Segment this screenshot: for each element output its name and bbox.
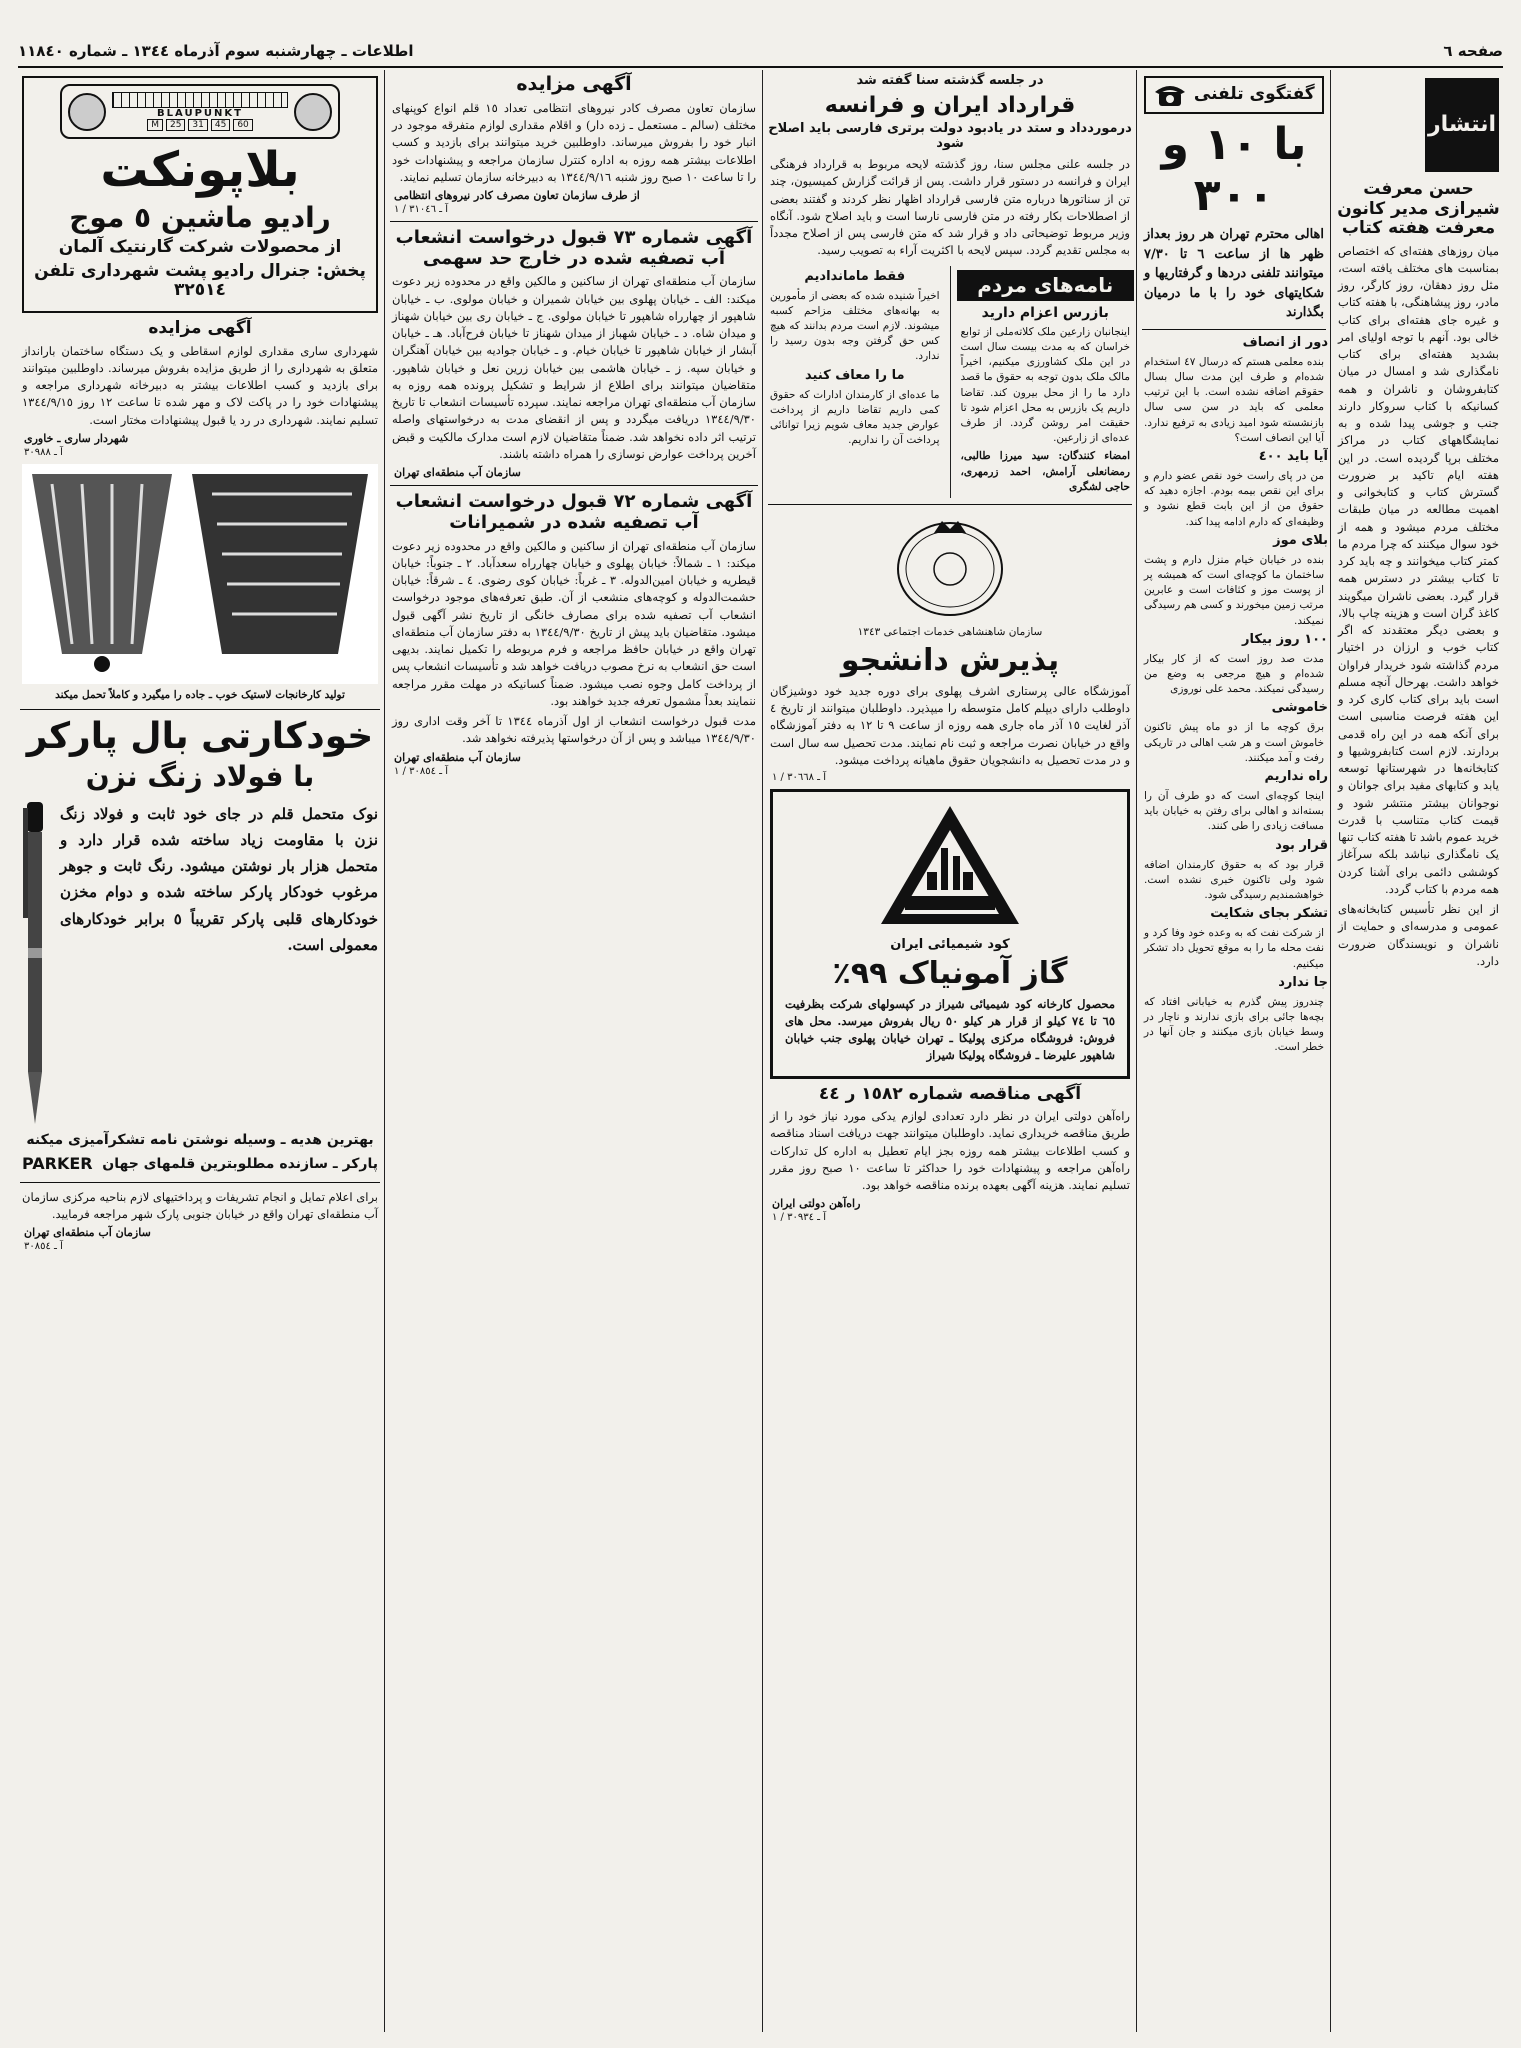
pen-image — [18, 798, 52, 1128]
admission-head: پذیرش دانشجو — [840, 643, 1060, 679]
notice2-body: ما عده‌ای از کارمندان ادارات که حقوق کمی داریم تقاضا داریم از پرداخت عوارض جدید معاف شویم زیرا توانائی پرداخت آن را نداریم. — [770, 388, 940, 447]
radio-line1: از محصولات شرکت گارنتیک آلمان — [58, 237, 342, 258]
phone-item-head: جا ندارد — [1278, 974, 1328, 990]
phone-item-text: بنده معلمی هستم که درسال ٤٧ استخدام شده‌ام و طرف این مدت سال بسال حقوقم اضافه نشده است. با این ترتیب معلمی که باید در سن سی سال بازنشسته شود امید زیادی به ترفیع ندارد. آیا این انصاف است؟ — [1144, 355, 1324, 444]
column-senate — [766, 70, 1134, 2032]
phone-item-head: آیا باید ٤٠٠ — [1258, 448, 1328, 464]
water2-head: آگهی شماره ٧٢ قبول درخواست انشعاب آب تصفیه شده در شمیرانات — [395, 491, 753, 533]
tire-tread-image — [22, 464, 378, 684]
phone-lead: اهالی محترم تهران هر روز بعداز ظهر ها از ساعت ٦ تا ٧/٣٠ میتوانند تلفنی دردها و گرفتاریها و شکایتهای خود را با ما درمیان بگذارند — [1144, 227, 1324, 321]
senate-top-head: در جلسه گذشته سنا گفته شد — [856, 73, 1044, 88]
sari-auction-body: شهرداری ساری مقداری لوازم اسقاطی و یک دستگاه ساختمان بارانداز متعلق به شهرداری را از طریق مزایده بفروش میرساند. داوطلبین میتوانند برای بازدید و کسب اطلاعات بیشتر به دبیرخانه شهرداری مراجعه و پیشنهادات خود را در پاکت لاک و مهر شده تا ساعت ١٢ روز ١٣٤٤/٩/١٥ تسلیم نمایند. شهرداری در رد یا قبول پیشنهادات مختار است. — [22, 343, 378, 427]
column-divider — [1330, 70, 1331, 2032]
letters-signers: امضاء کنندگان: سید میرزا طالبی، رمضانعلی آرامش، احمد زرمهری، حاجی لشگری — [960, 450, 1130, 493]
pen-gift: بهترین هدیه ـ وسیله نوشتن نامه تشکرآمیزی میکنه — [26, 1131, 374, 1148]
water2-body: سازمان آب منطقه‌ای تهران از ساکنین و مالکین واقع در محدوده زیر دعوت میکند: ١ ـ شمالاً: خیابان پهلوی و خیابان چهارراه سعدآباد. ٢ ـ جنوباً: خیابان قیطریه و خیابان امین‌الدوله. ٣ ـ غرباً: خیابان کوی رضوی. ٤ ـ شرقاً: خیابان حشمت‌الدوله و کوچه‌های منشعب از آن. طبق تعرفه‌های موجود درخواست انشعاب آب تصفیه شده برای مصارف خانگی از تاریخ نشر آگهی قبول میشود. متقاضیان باید پیش از تاریخ ١٣٤٤/٩/٣٠ به دفتر سازمان آب منطقه‌ای تهران واقع در خیابان حافظ مراجعه و فرم مربوطه را تکمیل نمایند. بدیهی است حق انشعاب به نرخ مصوب دریافت خواهد شد و تأسیسات انشعاب پس از پرداخت کامل وجوه نصب میشود. ضمناً کسانیکه در مهلت مقرر مراجعه ننمایند بعداً مشمول تعرفه جدید خواهند بود. — [392, 538, 756, 708]
tender-sig: راه‌آهن دولتی ایران — [772, 1197, 861, 1211]
phone-item-head: تشکر بجای شکایت — [1210, 906, 1328, 922]
column-book-week — [1334, 70, 1503, 2032]
tire-ad — [22, 464, 378, 703]
ad-product: گاز آمونیاک ٩٩٪ — [832, 956, 1068, 992]
pen-brand-fa: پارکر ـ سازنده مطلوبترین قلمهای جهان — [102, 1155, 378, 1172]
divider — [390, 485, 758, 486]
senate-subhead: درموردداد و ستد در یادبود دولت برتری فارسی باید اصلاح شود — [768, 121, 1132, 152]
banner-text: گفتگوی تلفنی — [1193, 84, 1315, 105]
radio-dial-button: 31 — [188, 119, 207, 131]
column-divider — [384, 70, 385, 2032]
notice2-head: ما را معاف کنید — [805, 367, 905, 383]
phone-item-text: از شرکت نفت که به وعده خود وفا کرد و نفت محله ما را به موقع تحویل داد تشکر میکنیم. — [1144, 927, 1324, 970]
parker-ad — [18, 716, 382, 1176]
notice1-body: اخیراً شنیده شده که بعضی از مأمورین به بهانه‌های مختلف مزاحم کسبه میشوند. لازم است مردم بدانند که هیچ کس حق گرفتن وجه بدون رسید را ندارد. — [770, 289, 940, 363]
divider — [20, 1182, 380, 1183]
radio-dial-button: 25 — [166, 119, 185, 131]
radio-dial-button: 45 — [211, 119, 230, 131]
phone-item-text: مدت صد روز است که از کار بیکار شده‌ام و هیچ مرجعی به وضع من رسیدگی نمیکند. محمد علی نوروزی — [1144, 652, 1324, 696]
admission-body: آموزشگاه عالی پرستاری اشرف پهلوی برای دوره جدید خود دوشیزگان داوطلب دارای دیپلم کامل متوسطه را میپذیرد. داوطلبان میتوانند از تاریخ ٤ آذر لغایت ١٥ آذر ماه جاری همه روزه از ساعت ٩ تا ١٢ به دفتر آموزشگاه واقع در خیابان نصرت مراجعه و ثبت نام نمایند. مدت تحصیل سه سال است و در مدت تحصیل به دانشجویان حقوق ماهیانه پرداخت میشود. — [770, 683, 1131, 767]
ad-body: محصول کارخانه کود شیمیائی شیراز در کپسولهای شرکت بظرفیت ٦٥ تا ٧٤ کیلو از قرار هر کیلو ٥٠ ریال بفروش میرسد. محل های فروش: فروشگاه مرکزی پولیکا ـ تهران خیابان پهلوی جنب خیابان شاهپور علیرضا ـ فروشگاه پولیکا شیراز — [785, 996, 1115, 1063]
phone-item-text: برق کوچه ما از دو ماه پیش تاکنون خاموش است و هر شب اهالی در تاریکی رفت و آمد میکنند. — [1144, 721, 1324, 764]
radio-dial-buttons — [112, 119, 288, 131]
phone-item-text: من در پای راست خود نقص عضو دارم و برای این نقص بیمه بودم. اجازه دهید که حقوق من از این بابت قطع نشود و وظیفه‌ای که دارم ادامه پیدا کند. — [1144, 469, 1324, 528]
masthead-rule — [18, 66, 1503, 68]
sari-auction-sig: شهردار ساری ـ خاوری — [24, 431, 129, 445]
radio-knob — [68, 93, 106, 131]
senate-body: در جلسه علنی مجلس سنا، روز گذشته لایحه مربوط به قرارداد فرهنگی ایران و فرانسه در دستور قرار داشت. پس از قرائت گزارش کمیسیون، چند تن از سناتورها درباره متن فارسی قرارداد اظهار نظر کردند و گفتند بعضی از اصطلاحات بکار رفته در متن فارسی نارسا است و باید اصلاح شود. آنگاه وزیر مربوط توضیحاتی داد و قرار شد که متن فارسی پس از اصلاح مجدداً به مجلس تقدیم گردد. سپس لایحه با اکثریت آراء به تصویب رسید. — [770, 157, 1130, 258]
sari-auction-code: آ ـ ٣٠٩٨٨ — [24, 446, 63, 458]
phone-banner — [1144, 76, 1324, 114]
letters-head: بازرس اعزام دارید — [981, 304, 1109, 321]
column-divider — [1136, 70, 1137, 2032]
radio-dial-button: 60 — [233, 119, 252, 131]
ad-company: کود شیمیائی ایران — [890, 937, 1010, 953]
pen-headline: خودکارتی بال پارکر — [26, 716, 374, 758]
water2-sig: سازمان آب منطقه‌ای تهران — [394, 750, 521, 764]
water-notice: برای اعلام تمایل و انجام تشریفات و پرداختیهای لازم بناحیه مرکزی سازمان آب منطقه‌ای تهران واقع در خیابان جنوبی پارک شهر مراجعه فرمایید. — [22, 1189, 378, 1222]
water2-code: آ ـ ٣٠٨٥٤ / ١ — [394, 765, 449, 777]
radio-ad — [22, 76, 378, 313]
divider — [768, 504, 1132, 505]
phone-item-head: دور از انصاف — [1242, 334, 1328, 350]
radio-brand: BLAUPUNKT — [157, 108, 243, 119]
tire-caption: تولید کارخانجات لاستیک خوب ـ جاده را میگیرد و کاملاً تحمل میکند — [55, 688, 345, 701]
phone-item-text: بنده در خیابان خیام منزل دارم و پشت ساختمان ما کوچه‌ای است که همیشه پر از پوست موز و کثافات است و عابرین مرتب زمین میخورند و کسی هم رسیدگی نمیکند. — [1144, 553, 1324, 627]
phone-item-head: راه نداریم — [1264, 768, 1328, 784]
auction-body: سازمان تعاون مصرف کادر نیروهای انتظامی تعداد ١٥ قلم انواع کوپنهای مختلف (سالم ـ مستعمل ـ زده دار) و اقلام مقداری لوازم متفرقه موجود در انبار خود را بفروش میرساند. داوطلبین خرید میتوانند برای بازدید و کسب اطلاعات بیشتر همه روزه به اداره کنترل سازمان مراجعه و پیشنهادات خود را تا ساعت ١٠ صبح روز شنبه ١٣٤٤/٩/١٦ به دبیرخانه سازمان تسلیم نمایند. — [392, 100, 757, 184]
water1-sig: سازمان آب منطقه‌ای تهران — [394, 466, 521, 480]
seal-text: سازمان شاهنشاهی خدمات اجتماعی ١٣٤٣ — [857, 626, 1043, 639]
water-notice-sig: سازمان آب منطقه‌ای تهران — [24, 1226, 151, 1240]
radio-knob — [294, 93, 332, 131]
radio-scale — [112, 92, 288, 108]
pen-text: نوک متحمل قلم در جای خود ثابت و فولاد زنگ نزن با مقاومت زیاد ساخته شده قرار دارد و متحمل هزار بار نوشتن میشود. رنگ ثابت و جوهر مرغوب خودکار پارکر ساخته شده و دوام مخزن خودکارهای قلبی پارکر تقریباً ٥ برابر خودکارهای معمولی است. — [60, 804, 378, 954]
divider — [1142, 329, 1326, 330]
social-services-seal — [890, 511, 1010, 621]
article-title: حسن معرفت شیرازی مدیر کانون معرفت هفته کتاب — [1337, 179, 1500, 239]
auction-code: آ ـ ٣١٠٤٦ / ١ — [394, 204, 449, 216]
tender-body: راه‌آهن دولتی ایران در نظر دارد تعدادی لوازم یدکی مورد نیاز خود را از طریق مناقصه خریداری نماید. داوطلبان میتوانند جهت دریافت اسناد مناقصه و کسب اطلاعات بیشتر همه روزه بجز ایام تعطیل به اداره کل تدارکات راه‌آهن مراجعه و پیشنهادات خود را حداکثر تا ساعت ١٠ صبح روز مقرر تسلیم نمایند. هزینه آگهی بعهده برنده مناقصه خواهد بود. — [770, 1109, 1130, 1193]
masthead — [18, 38, 1503, 64]
radio-image — [60, 84, 340, 139]
tender-head: آگهی مناقصه شماره ١٥٨٢ ر ٤٤ — [818, 1083, 1082, 1104]
letters-banner: نامه‌های مردم — [957, 270, 1135, 301]
letters-body: اینجانبان زارعین ملک کلاته‌ملی از توابع خراسان که به مدت بیست سال است در این ملک کشاورزی میکنیم، اخیراً مالک ملک بدون توجه به حقوق ما قصد دارد ما را از محل بیرون کند. تقاضا داریم یک بازرس به محل اعزام شود تا حقیقت امر روشن گردد. از طرف عده‌ای از زارعین. — [960, 325, 1130, 445]
phone-item-head: ١٠٠ روز بیکار — [1241, 631, 1328, 647]
phone-item-head: قرار بود — [1275, 837, 1328, 853]
phone-items — [1140, 336, 1328, 1056]
auction-head: آگهی مزایده — [516, 73, 632, 95]
pen-brand-en: PARKER — [22, 1154, 93, 1174]
notice1-head: فقط ماماندادیم — [804, 268, 906, 284]
issue-line: اطلاعات ـ چهارشنبه سوم آذرماه ١٣٤٤ ـ شماره ١١٨٤٠ — [18, 42, 414, 60]
page-label: صفحه ٦ — [1443, 42, 1503, 60]
telephone-icon — [1153, 82, 1187, 108]
water1-body: سازمان آب منطقه‌ای تهران از ساکنین و مالکین واقع در محدوده زیر دعوت میکند: الف ـ خیابان پهلوی بین خیابان شمیران و خیابان مولوی. ب ـ خیابان شاهپور از چهارراه شاهپور تا خیابان مولوی. ج ـ خیابان ری بین خیابان شهناز و میدان شاه. د ـ خیابان شهباز از میدان شهناز تا خیابان فرح‌آباد. هـ ـ خیابان آبشار از خیابان شاهپور تا خیابان خیام. و ـ خیابان جوادیه بین خیابان آهنگران و خیابان سپه. ز ـ خیابان هاشمی بین خیابان زرین نعل و خیابان شاهپور. متقاضیان میتوانند برای اطلاع از شرایط و تشکیل پرونده همه روزه به سازمان آب منطقه‌ای تهران مراجعه نمایند. سپرده تأسیسات انشعاب تا تاریخ ١٣٤٤/٩/٣٠ دریافت میگردد و پس از انقضای مدت به درخواستهای واصله ترتیب اثر داده نخواهد شد. ضمناً متقاضیان لازم است مدارک مالکیت و قبض آخرین پرداخت عوارض نوسازی را همراه داشته باشند. — [392, 274, 756, 461]
tender-code: آ ـ ٣٠٩٣٤ / ١ — [772, 1212, 827, 1224]
radio-sub: رادیو ماشین ٥ موج — [69, 201, 331, 235]
pen-sub: با فولاد زنگ نزن — [85, 760, 315, 794]
column-ads — [18, 70, 382, 2032]
divider — [20, 709, 380, 710]
phone-item-text: قرار بود که به حقوق کارمندان اضافه شود ولی تاکنون خبری نشده است. خواهشمندیم رسیدگی شود. — [1144, 858, 1324, 901]
radio-headline: بلاپونکت — [100, 142, 300, 198]
phone-headline: با ١٠ و ٣٠٠ — [1161, 119, 1307, 221]
radio-dial-button: M — [147, 119, 163, 131]
senate-headline: قرارداد ایران و فرانسه — [824, 92, 1076, 118]
admission-code: آ ـ ٣٠٦٦٨ / ١ — [772, 772, 827, 784]
phone-item-text: چندروز پیش گذرم به خیابانی افتاد که بچه‌ها جائی برای بازی ندارند و ناچار در وسط خیابان بازی میکنند و جان آنها در خطر است. — [1144, 995, 1324, 1054]
column-phone-talk — [1140, 70, 1328, 2032]
phone-item-head: بلای موز — [1273, 532, 1328, 548]
fertilizer-ad — [770, 789, 1130, 1078]
sari-auction-head: آگهی مزایده — [148, 318, 252, 339]
factory-triangle-logo — [875, 800, 1025, 930]
water1-head: آگهی شماره ٧٣ قبول درخواست انشعاب آب تصفیه شده در خارج حد سهمی — [395, 227, 753, 269]
radio-line2: پخش: جنرال رادیو پشت شهرداری تلفن ٣٢٥١٤ — [34, 260, 366, 301]
column-notices — [388, 70, 760, 2032]
water2-closing: مدت قبول درخواست انشعاب از اول آذرماه ١٣٤٤ تا آخر وقت اداری روز ١٣٤٤/٩/٣٠ میباشد و پس از آن درخواستها پذیرفته نخواهد شد. — [392, 714, 757, 746]
intishar-logo: انتشار — [1425, 78, 1499, 172]
water-notice-code: آ ـ ٣٠٨٥٤ — [24, 1241, 63, 1253]
article-body: میان روزهای هفته‌ای که اختصاص بمناسبت های مختلف یافته است، مثل روز دهقان، روز کارگر، روز مادر، روز پیشاهنگی، با هفته کتاب و غیره جای هفته‌ای برای کتاب خالی بود. آنهم با توجه اولیای امر بشدید هفته‌ای برای کتاب نامگذاری شد و امسال در میان کتابفروشان و ناشران و همه کسانیکه با کتاب سروکار دارند جنب و جوشی پیدا شده و به نمایشگاههای کتاب در مراکز مختلف برپا گردیده است. در این هفته ایام تاکید بر ضرورت گسترش کتاب و کتابخوانی و اهمیت مطالعه در میان طبقات مختلف مردم میشود و همه از خود سوال میکنند که چرا مردم ما کمتر کتاب میخوانند و چه باید کرد تا کتاب بیشتر در دسترس همه قرار گیرد. بعضی ناشران میگویند کاغذ گران است و هزینه چاپ بالا، و بعضی دیگر معتقدند که اگر کتاب خوب و ارزان در اختیار مردم گذاشته شود خریدار فراوان خواهد داشت. بهرحال آنچه مسلم است باید برای کتاب کاری کرد و این هفته فرصت مناسبی است برای آنکه همه در این راه قدمی بردارند. لازم است کتابفروشیها و کتابخانه‌ها در شهرستانها توسعه یابد و کتابهای مفید برای جوانان و نوجوانان بیشتر منتشر شود و قیمت کتاب متناسب با قدرت خرید عموم باشد تا هفته کتاب تنها یک نامگذاری نباشد بلکه سرآغاز کوششی دائمی برای آشنا کردن همه مردم با کتاب گردد. — [1338, 243, 1499, 896]
phone-item-text: اینجا کوچه‌ای است که دو طرف آن را بسته‌اند و اهالی برای رفتن به خیابان باید مسافت زیادی را طی کنند. — [1144, 789, 1324, 833]
article-closing: از این نظر تأسیس کتابخانه‌های عمومی و مدرسه‌ای و حمایت از ناشران و نویسندگان ضرورت دارد. — [1338, 902, 1499, 968]
auction-sig: از طرف سازمان تعاون مصرف کادر نیروهای انتظامی — [394, 189, 640, 203]
divider — [390, 221, 758, 222]
phone-item-head: خاموشی — [1271, 700, 1328, 716]
column-divider — [762, 70, 763, 2032]
